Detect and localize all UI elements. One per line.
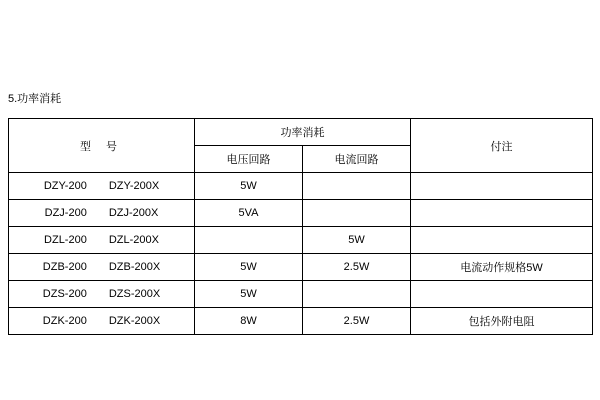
table-row — [9, 200, 593, 227]
table-row — [9, 173, 593, 200]
cell-voltage: 5W — [195, 173, 303, 200]
section-title: 5.功率消耗 — [8, 93, 62, 105]
cell-current: 5W — [303, 227, 411, 254]
cell-current: 2.5W — [303, 254, 411, 281]
header-voltage-circuit: 电压回路 — [195, 146, 303, 173]
cell-voltage — [195, 227, 303, 254]
header-power-consumption: 功率消耗 — [195, 119, 411, 146]
table-header-row-1 — [9, 119, 593, 146]
table-row — [9, 254, 593, 281]
model-code-b: DZJ-200X — [108, 207, 159, 219]
table-header — [9, 119, 593, 173]
header-current-circuit: 电流回路 — [303, 146, 411, 173]
model-code-b: DZS-200X — [108, 288, 161, 300]
table-row — [9, 308, 593, 335]
model-code-a: DZY-200 — [43, 180, 87, 192]
cell-model — [9, 173, 195, 200]
model-code-b: DZK-200X — [108, 315, 161, 327]
cell-model — [9, 254, 195, 281]
cell-current: 2.5W — [303, 308, 411, 335]
cell-note: 包括外附电阻 — [411, 308, 593, 335]
cell-note — [411, 173, 593, 200]
header-model: 型 号 — [9, 119, 195, 173]
cell-note: 电流动作规格5W — [411, 254, 593, 281]
model-code-a: DZL-200 — [44, 234, 87, 246]
cell-current — [303, 281, 411, 308]
cell-current — [303, 200, 411, 227]
cell-model — [9, 200, 195, 227]
header-note: 付注 — [411, 119, 593, 173]
table-row — [9, 281, 593, 308]
power-consumption-table — [8, 118, 593, 335]
model-code-b: DZL-200X — [108, 234, 159, 246]
table-row — [9, 227, 593, 254]
cell-model — [9, 281, 195, 308]
power-consumption-table-wrapper — [8, 118, 592, 335]
cell-voltage: 5VA — [195, 200, 303, 227]
cell-model — [9, 308, 195, 335]
cell-note — [411, 281, 593, 308]
cell-note — [411, 200, 593, 227]
model-code-a: DZK-200 — [42, 315, 87, 327]
cell-voltage: 5W — [195, 281, 303, 308]
cell-note — [411, 227, 593, 254]
model-code-a: DZJ-200 — [44, 207, 87, 219]
model-code-a: DZS-200 — [42, 288, 87, 300]
cell-voltage: 8W — [195, 308, 303, 335]
cell-current — [303, 173, 411, 200]
table-body — [9, 173, 593, 335]
model-code-a: DZB-200 — [42, 261, 87, 273]
cell-model — [9, 227, 195, 254]
cell-voltage: 5W — [195, 254, 303, 281]
model-code-b: DZY-200X — [108, 180, 160, 192]
model-code-b: DZB-200X — [108, 261, 161, 273]
